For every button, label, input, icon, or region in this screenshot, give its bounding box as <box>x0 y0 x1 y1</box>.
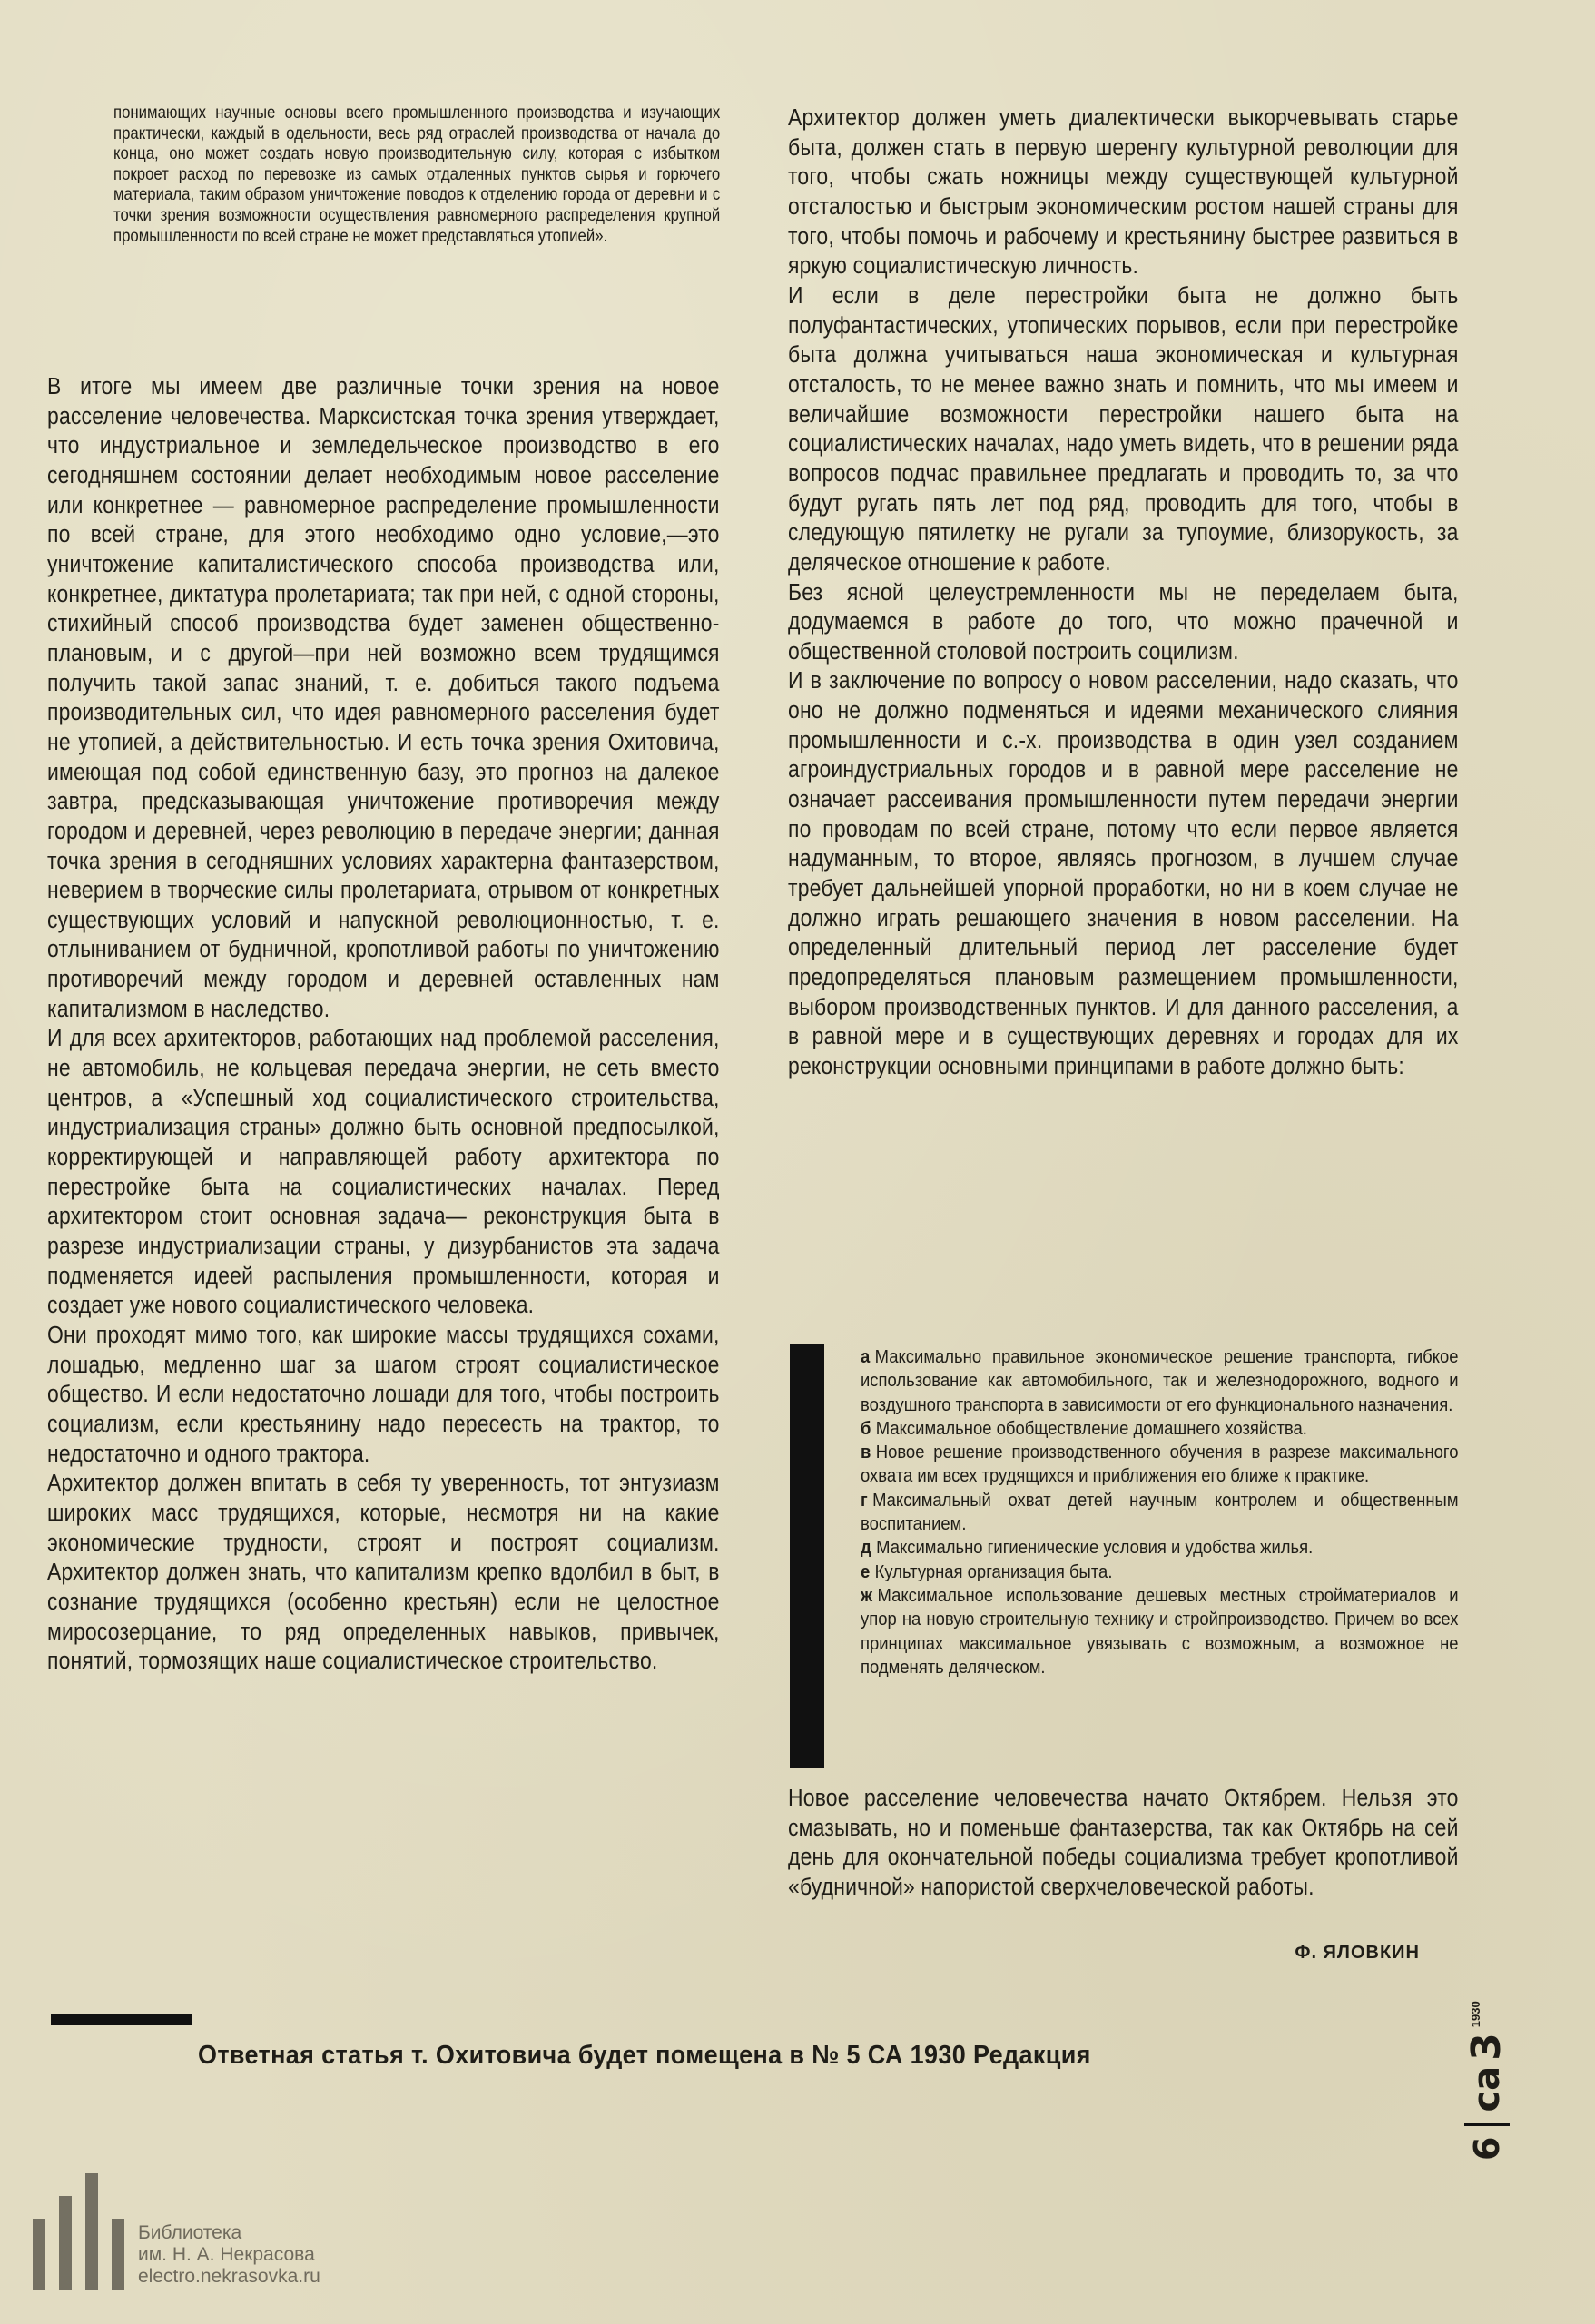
principle-item <box>861 1489 1459 1537</box>
issue-number: 3 <box>1463 2033 1510 2061</box>
library-watermark <box>27 2171 390 2299</box>
library-url[interactable]: electro.nekrasovka.ru <box>138 2266 320 2287</box>
magazine-abbrev: са <box>1465 2065 1508 2112</box>
principles-list <box>790 1344 1458 1768</box>
vertical-black-bar <box>790 1344 824 1768</box>
paragraph: В итоге мы имеем две различные точки зрения на новое расселение человечества. Марксистская точка зрения утверждает, что индустриальное и земледельческое производство в его сегодняшнем состоянии делает необходимым новое расселение или конкретнее — равномерное распределение промышленности по всей стране, для этого необходимо одно условие,—это уничтожение капиталистического способа производства или, конкретнее, диктатура пролетариата; так при ней, с одной стороны, стихийный способ производства будет заменен общественно-плановым, и с другой—при ней возможно всем трудящимся получить такой запас знаний, т. е. добиться такого подъема производительных сил, что идея равномерного расселения будет не утопией, а действительностью. И есть точка зрения Охитовича, имеющая под собой единственную базу, это прогноз на далекое завтра, предсказывающая уничтожение противоречия между городом и деревней, через революцию в передаче энергии; данная точка зрения в сегодняшних условиях характерна фантазерством, неверием в творческие силы пролетариата, отрывом от конкретных существующих условий и напускной революционностью, т. е. отлыниванием от будничной, кропотливой работы по уничтожению противоречий между городом и деревней оставленных нам капитализмом в наследство. <box>47 374 720 1022</box>
principle-text: Максимальное использование дешевых местных стройматериалов и упор на новую строительную технику и стройпроизводство. Причем во всех принципах максимальное увязывать с возможным, а возможное не подменять деляческом. <box>861 1584 1459 1678</box>
principle-letter: е <box>861 1561 871 1582</box>
paragraph: Архитектор должен впитать в себя ту уверенность, тот энтузиазм широких масс трудящихся, которые, несмотря ни на какие экономические трудности, строят и построят социализм. Архитектор должен знать, что капитализм крепко вдолбил в быт, в сознание трудящихся (особенно крестьян) если не целостное миросозерцание, то ряд определенных навыков, привычек, понятий, тормозящих наше социалистическое строительство. <box>47 1471 720 1675</box>
principle-letter: б <box>861 1417 871 1439</box>
principle-text: Максимальное обобществление домашнего хозяйства. <box>875 1417 1307 1439</box>
principle-item <box>861 1345 1459 1417</box>
quote-text: понимающих научные основы всего промышленного производства и изучающих практически, каждый в одельности, весь ряд отраслей производства от начала до конца, оно может создать новую производительную силу, которая с избытком покроет расход по перевозке из самых отдаленных пунктов сырья и горючего материала, таким образом уничтожение поводов к отделению города от деревни и с точки зрения возможности осуществления равномерного распределения крупной промышленности по всей стране не может представляться утопией». <box>113 103 721 246</box>
paragraph: И в заключение по вопросу о новом расселении, надо сказать, что оно не должно подменяться и идеями механического слияния промышленности и с.-х. производства в один узел созданием агроиндустриальных городов и в равной мере расселение не означает рассеивания промышленности путем передачи энергии по проводам по всей стране, потому что если первое является надуманным, то второе, являясь прогнозом, в лучшем случае требует дальнейшей упорной проработки, но ни в коем случае не должно играть решающего значения в новом расселении. На определенный длительный период лет расселение будет предопределяться плановым размещением промышленности, выбором производственных пунктов. И для данного расселения, а в равной мере и в существующих деревнях и городах для их реконструкции основными принципами в работе должно быть: <box>788 668 1459 1079</box>
closing-paragraph <box>788 1784 1458 1903</box>
principle-letter: в <box>861 1442 871 1463</box>
principle-letter: г <box>861 1489 868 1511</box>
paragraph: И для всех архитекторов, работающих над проблемой расселения, не автомобиль, не кольцевая передача энергии, не сеть вместо центров, а «Успешный ход социалистического строительства, индустриализация страны» должно быть основной предпосылкой, корректирующей и направляющей работу архитектора по перестройке быта на социалистических началах. Перед архитектором стоит основная задача— реконструкция быта в разрезе индустриализации страны, у дизурбанистов эта задача подменяется идеей распыления промышленности, которая и создает уже нового социалистического человека. <box>47 1026 720 1319</box>
principle-item <box>861 1561 1459 1584</box>
principle-item <box>861 1584 1459 1679</box>
right-column <box>788 103 1458 1082</box>
principle-text: Максимально правильное экономическое решение транспорта, гибкое использование как автомобильного, так и железнодорожного, водного и воздушного транспорта в зависимости от его функционального назначения. <box>861 1346 1459 1415</box>
principle-item <box>861 1536 1459 1560</box>
library-name-2: им. Н. А. Некрасова <box>138 2244 315 2265</box>
paragraph: И если в деле перестройки быта не должно быть полуфантастических, утопических порывов, если при перестройке быта должна учитываться наша экономическая и культурная отсталость, то не менее важно знать и помнить, что мы имеем и величайшие возможности перестройки нашего быта на социалистических началах, надо уметь видеть, что в решении ряда вопросов подчас правильнее предлагать и проводить то, за что будут ругать пять лет под ряд, проводить для того, чтобы в следующую пятилетку не ругали за тупоумие, близорукость, за деляческое отношение к работе. <box>788 282 1459 576</box>
principle-item <box>861 1417 1459 1441</box>
principle-text: Максимально гигиенические условия и удобства жилья. <box>876 1537 1314 1559</box>
principle-text: Максимальный охват детей научным контролем и общественным воспитанием. <box>861 1489 1459 1535</box>
principle-text: Новое решение производственного обучения в разрезе максимального охвата им всех трудящихся и приближения его ближе к практике. <box>861 1442 1459 1487</box>
principle-letter: а <box>861 1346 871 1367</box>
page-folio <box>1463 2001 1510 2161</box>
paragraph: Они проходят мимо того, как широкие массы трудящихся сохами, лошадью, медленно шаг за шагом строят социалистическое общество. И если недостаточно лошади для того, чтобы построить социализм, если крестьянину надо пересесть на трактор, то недостаточно и одного трактора. <box>47 1323 720 1467</box>
paragraph: Без ясной целеустремленности мы не переделаем быта, додумаемся в работе до того, что можно прачечной и общественной столовой построить социлизм. <box>788 579 1459 665</box>
library-name: Библиотека <box>138 2222 242 2243</box>
black-rule <box>51 2014 192 2025</box>
paragraph: Архитектор должен уметь диалектически выкорчевывать старье быта, должен стать в первую шеренгу культурной революции для того, чтобы сжать ножницы между существующей культурной отсталостью и быстрым экономическим ростом нашей страны для того, чтобы помочь и рабочему и крестьянину быстрее развиться в яркую социалистическую личность. <box>788 105 1459 280</box>
principle-letter: ж <box>861 1584 873 1606</box>
library-logo-icon <box>27 2171 127 2290</box>
author-signature: Ф. ЯЛОВКИН <box>1295 1943 1420 1963</box>
closing-text: Новое расселение человечества начато Октябрем. Нельзя это смазывать, но и поменьше фантазерства, так как Октябрь на сей день для окончательной победы социализма требует кропотливой «будничной» напористой сверхчеловеческой работы. <box>788 1786 1459 1900</box>
principle-item <box>861 1441 1459 1489</box>
principle-text: Культурная организация быта. <box>874 1561 1113 1582</box>
principle-letter: д <box>861 1537 871 1559</box>
page-number: 6 <box>1466 2136 1507 2161</box>
quoted-passage <box>113 103 720 246</box>
folio-divider <box>1464 2123 1510 2126</box>
issue-year: 1930 <box>1469 2001 1482 2028</box>
left-column <box>47 372 719 1677</box>
editorial-notice: Ответная статья т. Охитовича будет помещена в № 5 СА 1930 Редакция <box>198 2041 1091 2070</box>
